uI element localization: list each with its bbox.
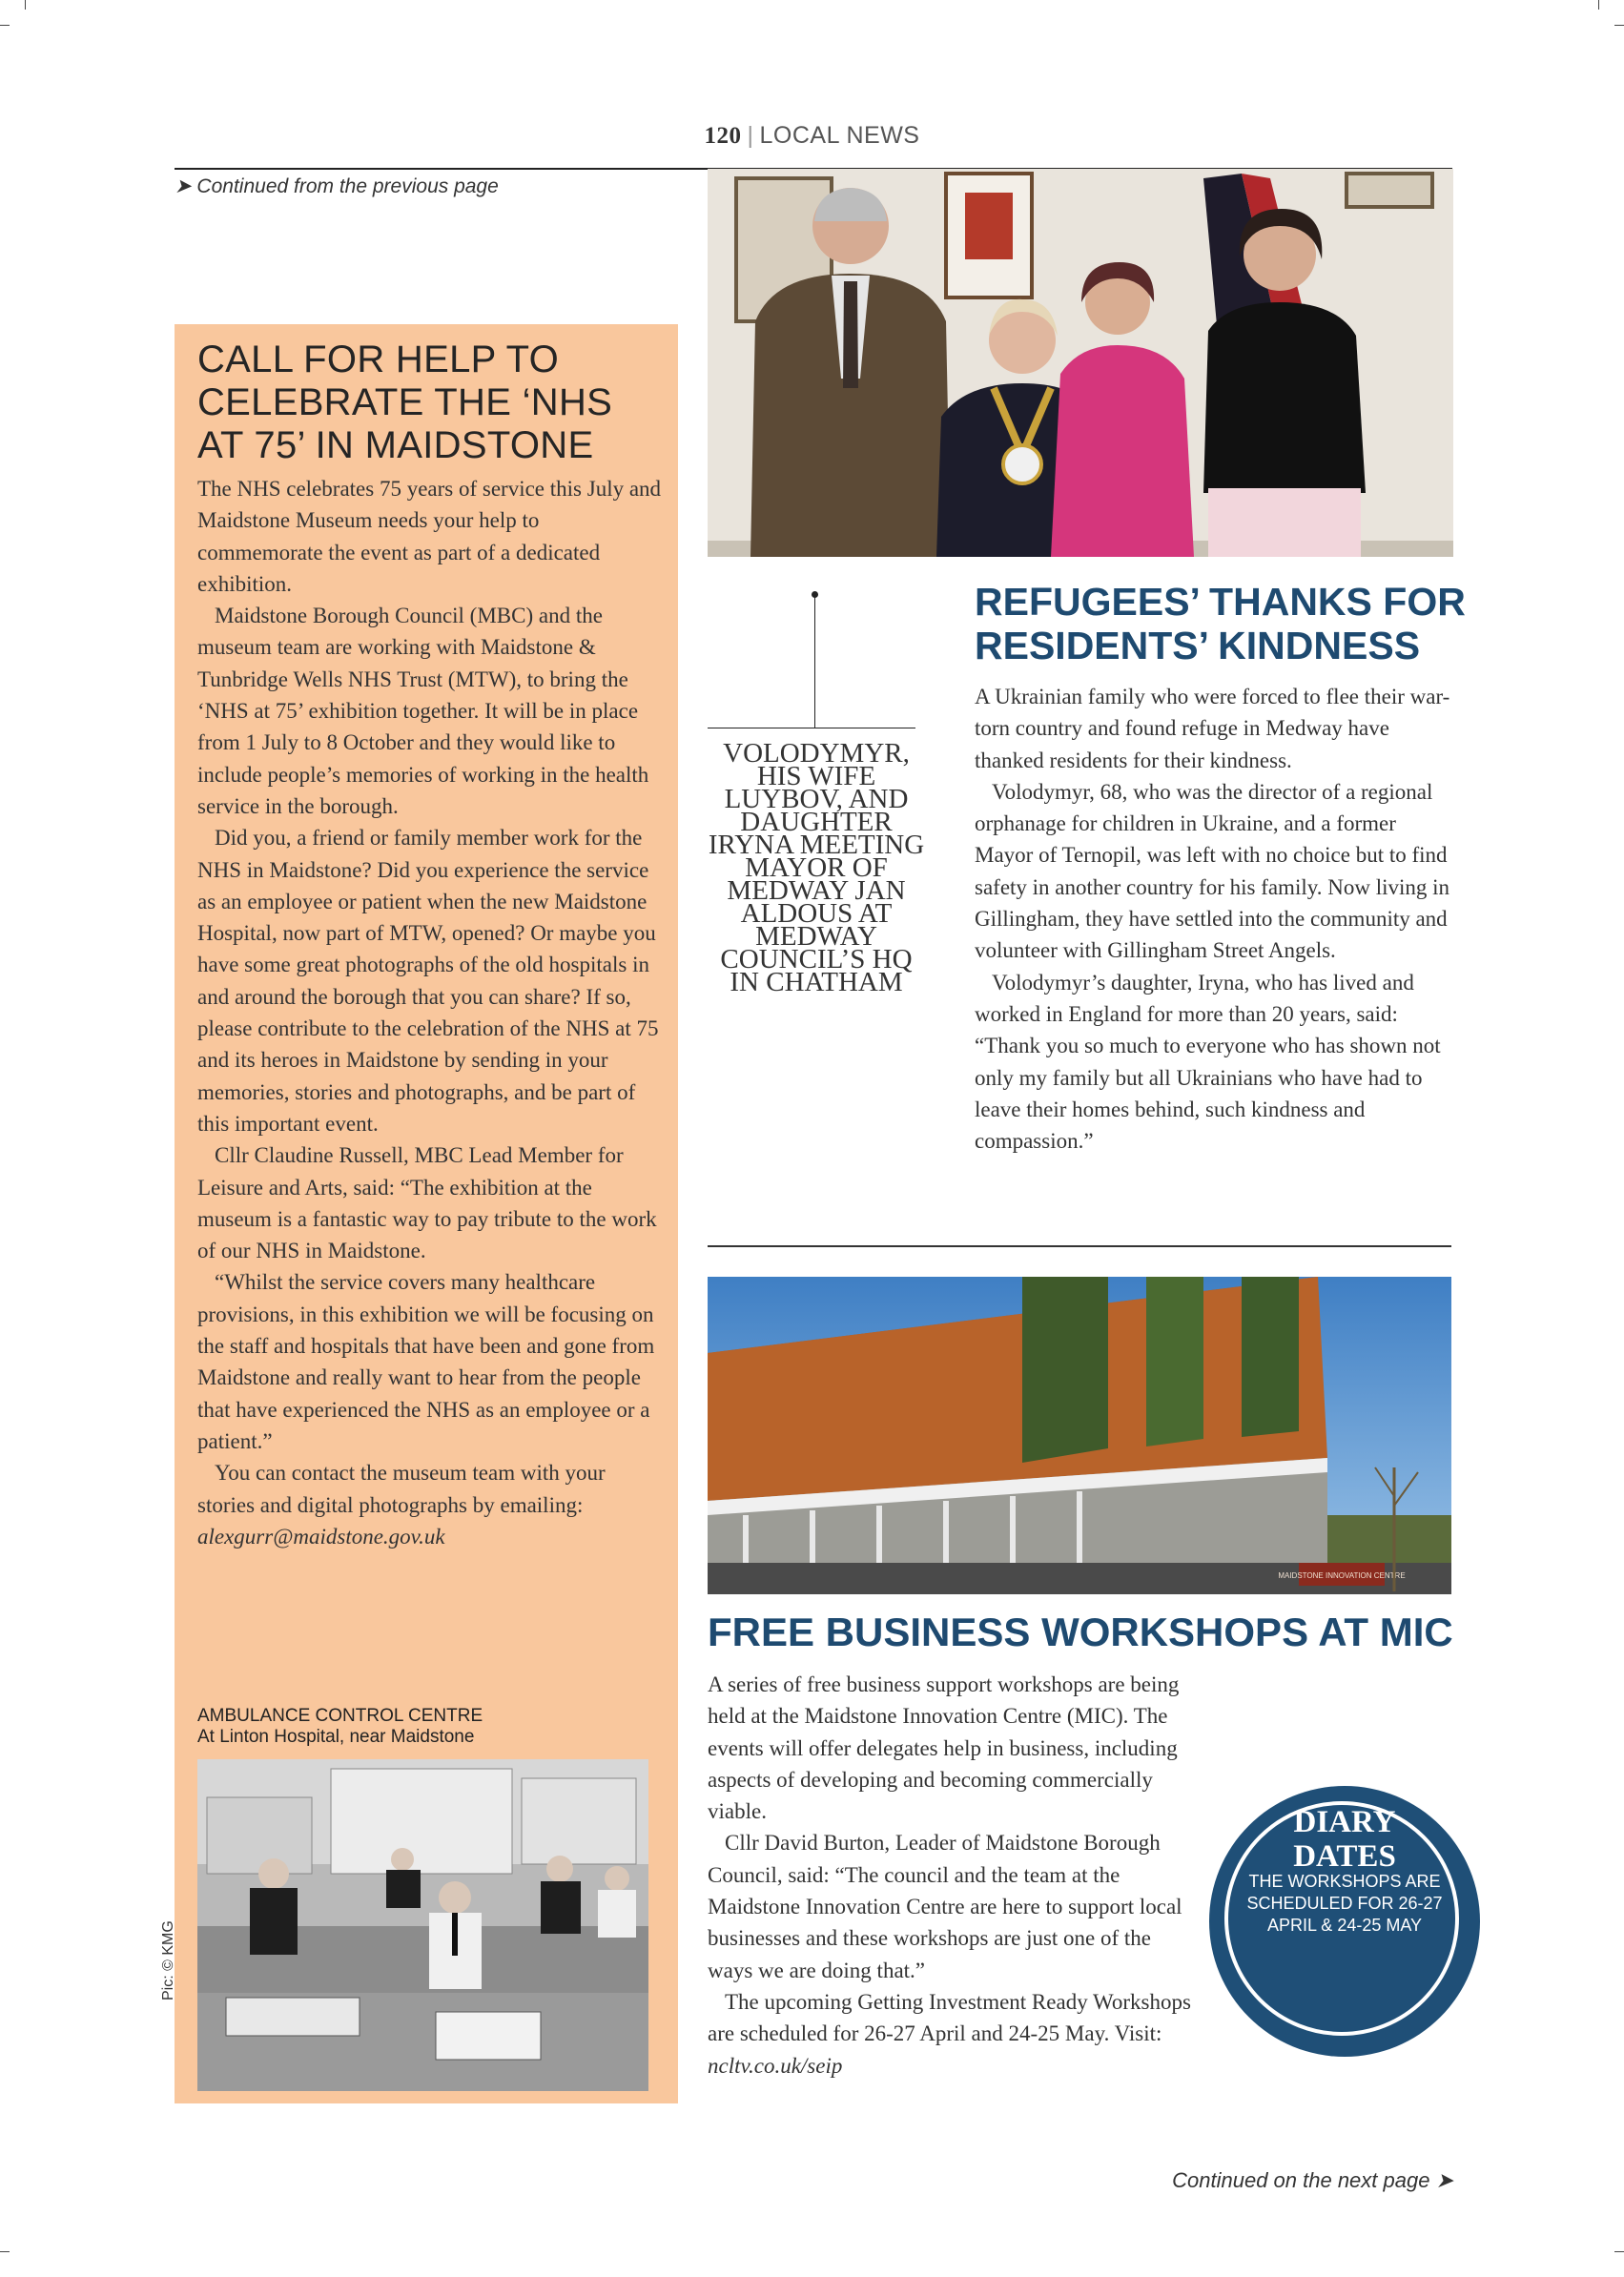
page-number: 120 [704,123,742,149]
refugee-photo-caption: VOLODYMYR, HIS WIFE LUYBOV, AND DAUGHTER IRYNA MEETING MAYOR OF MEDWAY JAN ALDOUS AT MEDWAY COUNCIL’S HQ IN CHATHAM [708,738,925,997]
website-link[interactable]: ncltv.co.uk/seip [708,2053,843,2078]
continued-on: Continued on the next page ➤ [1172,2168,1453,2192]
nhs-article-title: CALL FOR HELP TO CELEBRATE THE ‘NHS AT 75’ IN MAIDSTONE [197,338,613,466]
nhs-article-body [197,473,665,1552]
ambulance-control-photo [197,1759,648,2091]
paragraph: “Whilst the service covers many healthcare provisions, in this exhibition we will be focusing on the staff and hospitals that have been and gone from Maidstone and really want to hear from the people that have experienced the NHS as an employee or a patient.” [197,1270,655,1453]
business-article-title: FREE BUSINESS WORKSHOPS AT MIC [708,1610,1453,1654]
refugees-article-title: REFUGEES’ THANKS FOR RESIDENTS’ KINDNESS [975,580,1466,667]
badge-title-line: DIARY [1293,1805,1396,1839]
crop-mark [1614,2251,1624,2252]
badge-title [1240,1805,1449,1874]
paragraph: Cllr Claudine Russell, MBC Lead Member for Leisure and Arts, said: “The exhibition at the museum is a fantastic way to pay tribute to the work of our NHS in Maidstone. [197,1143,657,1263]
ambulance-caption [197,1706,665,1748]
business-article-body [708,1669,1192,2082]
building-sign: MAIDSTONE INNOVATION CENTRE [1278,1571,1406,1580]
crop-mark [0,2251,10,2252]
section-divider [708,1245,1451,1247]
innovation-centre-photo [708,1277,1451,1594]
mayor-meeting-photo [708,169,1453,557]
paragraph: Volodymyr, 68, who was the director of a regional orphanage for children in Ukraine, and a former Mayor of Ternopil, was left with no choice but to find safety in another country for his family. Now living in Gillingham, they have settled into the community and volunteer with Gillingham Street Angels. [975,779,1450,963]
page-header: 120 | LOCAL NEWS [704,122,920,149]
paragraph: Maidstone Borough Council (MBC) and the museum team are working with Maidstone & Tunbridge Wells NHS Trust (MTW), to bring the ‘NHS at 75’ exhibition together. It will be in place from 1 July to 8 October and they would like to include people’s memories of working in the health service in the borough. [197,604,649,818]
crop-mark [1614,25,1624,26]
paragraph [197,1457,665,1552]
paragraph: Volodymyr’s daughter, Iryna, who has lived and worked in England for more than 20 years, said: “Thank you so much to everyone who has shown not only my family but all Ukrainians who have had to leave their homes behind, such kindness and compassion.” [975,970,1441,1154]
continued-from: ➤ Continued from the previous page [175,175,499,197]
crop-mark [1598,0,1599,10]
paragraph: Did you, a friend or family member work for the NHS in Maidstone? Did you experience the service as an employee or patient when the new Maidstone Hospital, now part of MTW, opened? Or maybe you have some great photographs of the old hospitals in and around the borough that you can share? If so, please contribute to the celebration of the NHS at 75 and its heroes in Maidstone by sending in your memories, stories and photographs, and be part of this important event. [197,826,659,1136]
caption-subtitle: At Linton Hospital, near Maidstone [197,1727,475,1747]
contact-text: You can contact the museum team with your stories and digital photographs by emailing: [197,1461,606,1517]
crop-mark [25,0,26,10]
badge-text: THE WORKSHOPS ARE SCHEDULED FOR 26-27 APRIL & 24-25 MAY [1246,1872,1443,1935]
section-name: LOCAL NEWS [759,122,920,149]
workshop-text: The upcoming Getting Investment Ready Workshops are scheduled for 26-27 April and 24-25 May. Visit: [708,1989,1191,2046]
crop-mark [0,25,10,26]
caption-title: AMBULANCE CONTROL CENTRE [197,1706,483,1726]
photo-credit: Pic: © KMG [160,1920,176,2000]
paragraph: A Ukrainian family who were forced to flee their war-torn country and found refuge in Medway have thanked residents for their kindness. [975,685,1450,772]
paragraph: The NHS celebrates 75 years of service this July and Maidstone Museum needs your help to commemorate the event as part of a dedicated exhibition. [197,477,662,596]
paragraph: Cllr David Burton, Leader of Maidstone Borough Council, said: “The council and the team at the Maidstone Innovation Centre are here to support local businesses and these workshops are just one of the ways we are doing that.” [708,1831,1182,1982]
badge-title-line: DATES [1293,1839,1396,1874]
paragraph: A series of free business support workshops are being held at the Maidstone Innovation Centre (MIC). The events will offer delegates help in business, including aspects of developing and becoming commercially viable. [708,1672,1180,1824]
paragraph [708,1986,1192,2082]
refugees-article-body [975,681,1456,1157]
caption-pointer-line [814,595,815,728]
email-link[interactable]: alexgurr@maidstone.gov.uk [197,1524,445,1549]
